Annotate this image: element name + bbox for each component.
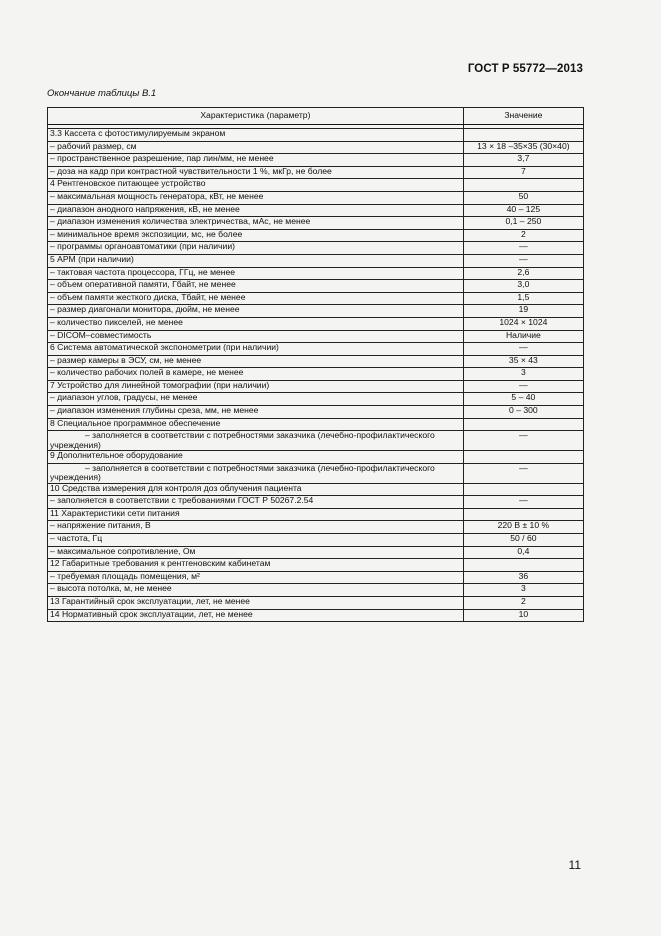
parameter-label: – количество рабочих полей в камере, не менее [48, 368, 464, 381]
specification-table [47, 107, 584, 622]
section-label: 11 Характеристики сети питания [48, 508, 464, 521]
parameter-value [463, 179, 583, 192]
parameter-label: – частота, Гц [48, 534, 464, 547]
parameter-label: – тактовая частота процессора, ГГц, не менее [48, 267, 464, 280]
parameter-value: 1024 × 1024 [463, 317, 583, 330]
parameter-value [463, 508, 583, 521]
table-row [48, 229, 584, 242]
parameter-value [463, 483, 583, 496]
table-row [48, 521, 584, 534]
parameter-value: 10 [463, 609, 583, 622]
table-caption: Окончание таблицы В.1 [47, 88, 157, 99]
parameter-label: – диапазон изменения количества электричества, мАс, не менее [48, 217, 464, 230]
parameter-label: – объем памяти жесткого диска, Тбайт, не менее [48, 292, 464, 305]
table-row [48, 559, 584, 572]
section-label: 5 АРМ (при наличии) [48, 254, 464, 267]
table-row [48, 406, 584, 419]
section-label: 12 Габаритные требования к рентгеновским кабинетам [48, 559, 464, 572]
section-label: 8 Специальное программное обеспечение [48, 418, 464, 431]
parameter-value: 50 / 60 [463, 534, 583, 547]
table-row [48, 508, 584, 521]
table-row [48, 330, 584, 343]
table-row [48, 393, 584, 406]
parameter-label: – заполняется в соответствии с потребностями заказчика (лечебно-профилактического учреждения) [48, 431, 464, 451]
parameter-value [463, 129, 583, 142]
parameter-label: – размер диагонали монитора, дюйм, не менее [48, 305, 464, 318]
section-label: 6 Система автоматической экспонометрии (при наличии) [48, 343, 464, 356]
section-label: 4 Рентгеновское питающее устройство [48, 179, 464, 192]
section-label: 9 Дополнительное оборудование [48, 451, 464, 464]
table-row [48, 317, 584, 330]
table-row [48, 129, 584, 142]
parameter-label: – диапазон анодного напряжения, кВ, не менее [48, 204, 464, 217]
parameter-value: — [463, 343, 583, 356]
parameter-value: 220 В ± 10 % [463, 521, 583, 534]
parameter-value: 1,5 [463, 292, 583, 305]
section-label: 7 Устройство для линейной томографии (при наличии) [48, 380, 464, 393]
parameter-label: – рабочий размер, см [48, 141, 464, 154]
parameter-label: – DICOM–совместимость [48, 330, 464, 343]
parameter-label: – максимальная мощность генератора, кВт, не менее [48, 191, 464, 204]
table-row [48, 254, 584, 267]
parameter-value: 13 × 18 –35×35 (30×40) [463, 141, 583, 154]
parameter-value: 3,7 [463, 154, 583, 167]
page-number: 11 [568, 858, 581, 872]
parameter-label: – доза на кадр при контрастной чувствительности 1 %, мкГр, не более [48, 166, 464, 179]
table-row [48, 166, 584, 179]
table-row [48, 267, 584, 280]
parameter-label: – высота потолка, м, не менее [48, 584, 464, 597]
table-row [48, 534, 584, 547]
parameter-value: 0 – 300 [463, 406, 583, 419]
parameter-value: 3 [463, 368, 583, 381]
table-row [48, 418, 584, 431]
column-header-characteristic: Характеристика (параметр) [48, 108, 464, 125]
table-row [48, 280, 584, 293]
table-row [48, 204, 584, 217]
section-label: 3.3 Кассета с фотостимулируемым экраном [48, 129, 464, 142]
table-row [48, 571, 584, 584]
table-row [48, 343, 584, 356]
parameter-label: – диапазон изменения глубины среза, мм, не менее [48, 406, 464, 419]
table-row [48, 451, 584, 464]
parameter-value: 3 [463, 584, 583, 597]
parameter-value [463, 451, 583, 464]
parameter-value: 3,0 [463, 280, 583, 293]
parameter-value: — [463, 496, 583, 509]
parameter-value: — [463, 380, 583, 393]
parameter-label: – размер камеры в ЭСУ, см, не менее [48, 355, 464, 368]
parameter-value: 2,6 [463, 267, 583, 280]
parameter-value: 7 [463, 166, 583, 179]
table-row [48, 154, 584, 167]
table-row [48, 292, 584, 305]
parameter-label: – заполняется в соответствии с требованиями ГОСТ Р 50267.2.54 [48, 496, 464, 509]
parameter-value: 0,4 [463, 546, 583, 559]
parameter-label: – пространственное разрешение, пар лин/мм, не менее [48, 154, 464, 167]
section-label: 13 Гарантийный срок эксплуатации, лет, не менее [48, 597, 464, 610]
document-code: ГОСТ Р 55772—2013 [467, 63, 583, 75]
parameter-value: 2 [463, 597, 583, 610]
parameter-value: — [463, 463, 583, 483]
table-row [48, 141, 584, 154]
column-header-value: Значение [463, 108, 583, 125]
table-row [48, 496, 584, 509]
table-row [48, 191, 584, 204]
table-row [48, 242, 584, 255]
table-row [48, 584, 584, 597]
table-row [48, 609, 584, 622]
parameter-label: – диапазон углов, градусы, не менее [48, 393, 464, 406]
parameter-value: — [463, 254, 583, 267]
table-row [48, 463, 584, 483]
parameter-value: 50 [463, 191, 583, 204]
parameter-value: 35 × 43 [463, 355, 583, 368]
section-label: 14 Нормативный срок эксплуатации, лет, не менее [48, 609, 464, 622]
parameter-value [463, 559, 583, 572]
parameter-value: 5 – 40 [463, 393, 583, 406]
table-row [48, 217, 584, 230]
parameter-label: – заполняется в соответствии с потребностями заказчика (лечебно-профилактического учреждения) [48, 463, 464, 483]
table-row [48, 597, 584, 610]
parameter-label: – требуемая площадь помещения, м² [48, 571, 464, 584]
parameter-value: 0,1 – 250 [463, 217, 583, 230]
parameter-value: 40 – 125 [463, 204, 583, 217]
parameter-value: 36 [463, 571, 583, 584]
parameter-label: – максимальное сопротивление, Ом [48, 546, 464, 559]
table-row [48, 179, 584, 192]
parameter-value: — [463, 242, 583, 255]
table-row [48, 546, 584, 559]
table-row [48, 380, 584, 393]
table-row [48, 305, 584, 318]
parameter-label: – количество пикселей, не менее [48, 317, 464, 330]
parameter-value: Наличие [463, 330, 583, 343]
table-row [48, 483, 584, 496]
table-row [48, 355, 584, 368]
table-row [48, 431, 584, 451]
parameter-label: – минимальное время экспозиции, мс, не более [48, 229, 464, 242]
parameter-label: – напряжение питания, В [48, 521, 464, 534]
table-header-row [48, 108, 584, 125]
parameter-value: — [463, 431, 583, 451]
parameter-label: – программы органоавтоматики (при наличии) [48, 242, 464, 255]
table-row [48, 368, 584, 381]
parameter-value [463, 418, 583, 431]
section-label: 10 Средства измерения для контроля доз облучения пациента [48, 483, 464, 496]
parameter-label: – объем оперативной памяти, Гбайт, не менее [48, 280, 464, 293]
parameter-value: 2 [463, 229, 583, 242]
parameter-value: 19 [463, 305, 583, 318]
